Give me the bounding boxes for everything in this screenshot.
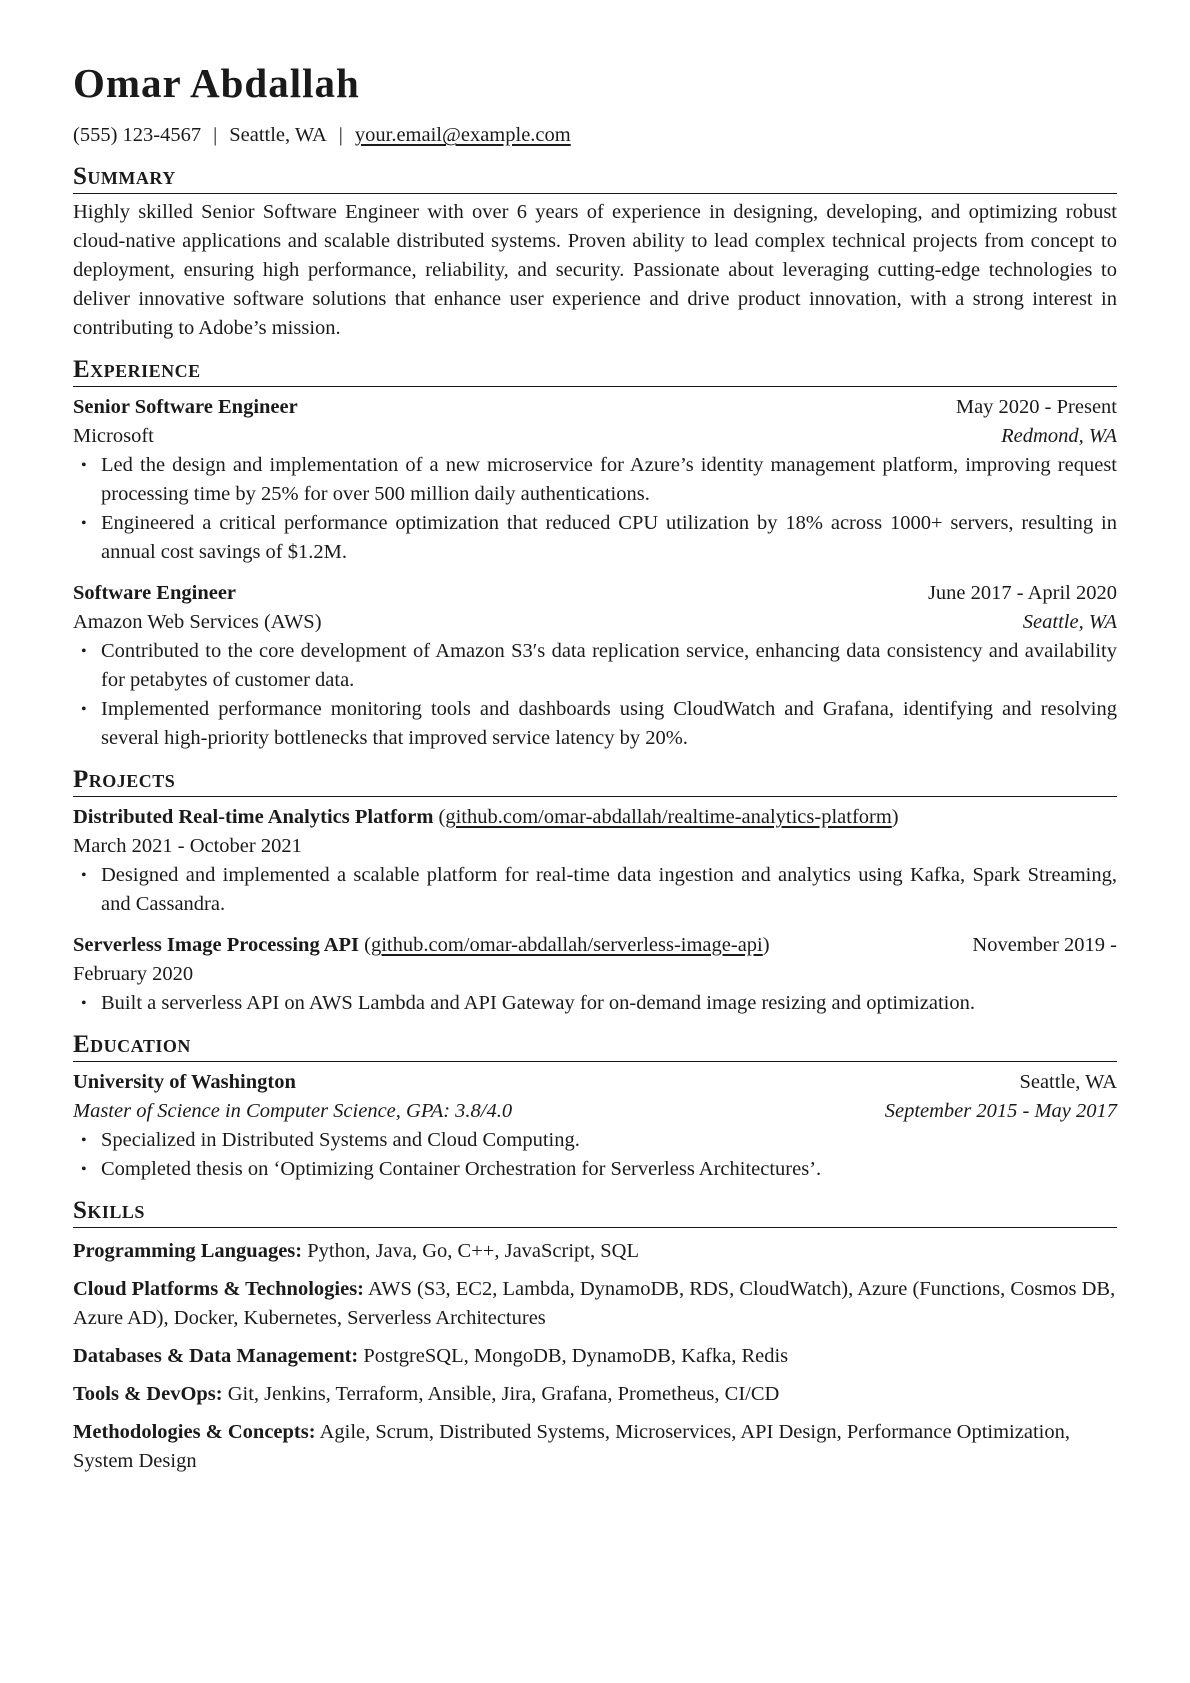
bullet-item: • Engineered a critical performance optimization that reduced CPU utilization by 18% across 1000+ servers, resulting in annual cost savings of $1.2M. [73, 509, 1117, 567]
education-section [73, 1030, 1117, 1184]
project-link[interactable]: github.com/omar-abdallah/serverless-image-api [370, 934, 763, 956]
location: Seattle, WA [229, 124, 327, 146]
job-entry [73, 393, 1117, 567]
education-bullets [73, 1126, 1117, 1184]
project-bullets [73, 861, 1117, 919]
job-bullets [73, 637, 1117, 753]
project-name: Serverless Image Processing API [73, 934, 359, 956]
skill-value: Agile, Scrum, Distributed Systems, Microservices, API Design, Performance Optimization, System Design [73, 1421, 1070, 1472]
skill-label: Cloud Platforms & Technologies: [73, 1278, 364, 1300]
education-entry [73, 1068, 1117, 1184]
bullet-item: • Completed thesis on ‘Optimizing Container Orchestration for Serverless Architectures’. [73, 1155, 1117, 1184]
job-bullets [73, 451, 1117, 567]
education-dates: September 2015 - May 2017 [884, 1100, 1117, 1122]
job-role: Software Engineer [73, 582, 237, 604]
email-link[interactable]: your.email@example.com [354, 124, 571, 146]
skill-value: Python, Java, Go, C++, JavaScript, SQL [307, 1240, 639, 1262]
section-title-summary: Summary [73, 162, 1117, 194]
degree: Master of Science in Computer Science, GPA: 3.8/4.0 [73, 1100, 513, 1122]
bullet-item: • Specialized in Distributed Systems and Cloud Computing. [73, 1126, 1117, 1155]
skill-row [73, 1342, 1117, 1371]
skill-value: Git, Jenkins, Terraform, Ansible, Jira, Grafana, Prometheus, CI/CD [227, 1383, 780, 1405]
job-location: Redmond, WA [1001, 425, 1117, 447]
bullet-item: • Built a serverless API on AWS Lambda and API Gateway for on-demand image resizing and optimization. [73, 989, 1117, 1018]
section-title-skills: Skills [73, 1196, 1117, 1228]
school-name: University of Washington [73, 1071, 296, 1093]
project-link[interactable]: github.com/omar-abdallah/realtime-analytics-platform [445, 806, 892, 828]
job-entry [73, 579, 1117, 753]
project-entry: Distributed Real-time Analytics Platform (github.com/omar-abdallah/realtime-analytics-platform) March 2021 - October 2021 • Designed and implemented a scalable platform for real-time data ingestion and analytics using Kafka, Spark Streaming, and Cassandra. [73, 803, 1117, 919]
project-bullets [73, 989, 1117, 1018]
job-dates: June 2017 - April 2020 [927, 582, 1117, 604]
skill-label: Programming Languages: [73, 1240, 303, 1262]
section-title-education: Education [73, 1030, 1117, 1062]
bullet-item: • Contributed to the core development of Amazon S3′s data replication service, enhancing data consistency and availability for petabytes of customer data. [73, 637, 1117, 695]
summary-section [73, 162, 1117, 343]
section-title-projects: Projects [73, 765, 1117, 797]
contact-separator: | [338, 124, 343, 146]
contact-separator: | [213, 124, 218, 146]
skill-label: Databases & Data Management: [73, 1345, 359, 1367]
phone-number: (555) 123-4567 [73, 124, 202, 146]
skills-section [73, 1196, 1117, 1476]
job-role: Senior Software Engineer [73, 396, 298, 418]
job-company: Amazon Web Services (AWS) [73, 611, 322, 633]
project-name: Distributed Real-time Analytics Platform [73, 806, 434, 828]
job-company: Microsoft [73, 425, 154, 447]
skill-row [73, 1380, 1117, 1409]
skill-label: Methodologies & Concepts: [73, 1421, 316, 1443]
bullet-item: • Designed and implemented a scalable platform for real-time data ingestion and analytics using Kafka, Spark Streaming, and Cassandra. [73, 861, 1117, 919]
bullet-item: • Led the design and implementation of a new microservice for Azure’s identity management platform, improving request processing time by 25% for over 500 million daily authentications. [73, 451, 1117, 509]
contact-line [73, 122, 1117, 148]
summary-text: Highly skilled Senior Software Engineer with over 6 years of experience in designing, developing, and optimizing robust cloud-native applications and scalable distributed systems. Proven ability to lead complex technical projects from concept to deployment, ensuring high performance, reliability, and security. Passionate about leveraging cutting-edge technologies to deliver innovative software solutions that enhance user experience and drive product innovation, with a strong interest in contributing to Adobe’s mission. [73, 201, 1117, 339]
skill-row [73, 1237, 1117, 1266]
project-dates-start: November 2019 - [972, 934, 1117, 956]
project-dates-end: February 2020 [73, 963, 194, 985]
skill-value: PostgreSQL, MongoDB, DynamoDB, Kafka, Redis [363, 1345, 789, 1367]
skill-label: Tools & DevOps: [73, 1383, 223, 1405]
section-title-experience: Experience [73, 355, 1117, 387]
job-location: Seattle, WA [1022, 611, 1117, 633]
job-dates: May 2020 - Present [955, 396, 1117, 418]
skill-value: AWS (S3, EC2, Lambda, DynamoDB, RDS, CloudWatch), Azure (Functions, Cosmos DB, Azure AD), Docker, Kubernetes, Serverless Architectures [73, 1278, 1116, 1329]
skill-row [73, 1275, 1117, 1333]
skill-row [73, 1418, 1117, 1476]
bullet-item: • Implemented performance monitoring tools and dashboards using CloudWatch and Grafana, identifying and resolving several high-priority bottlenecks that improved service latency by 20%. [73, 695, 1117, 753]
projects-section [73, 765, 1117, 1018]
project-entry: Serverless Image Processing API (github.com/omar-abdallah/serverless-image-api) November 2019 - February 2020 • Built a serverless API on AWS Lambda and API Gateway for on-demand image resizing and optimization. [73, 931, 1117, 1018]
school-location: Seattle, WA [1019, 1071, 1117, 1093]
experience-section [73, 355, 1117, 753]
project-dates: March 2021 - October 2021 [73, 835, 302, 857]
candidate-name: Omar Abdallah [73, 60, 360, 106]
